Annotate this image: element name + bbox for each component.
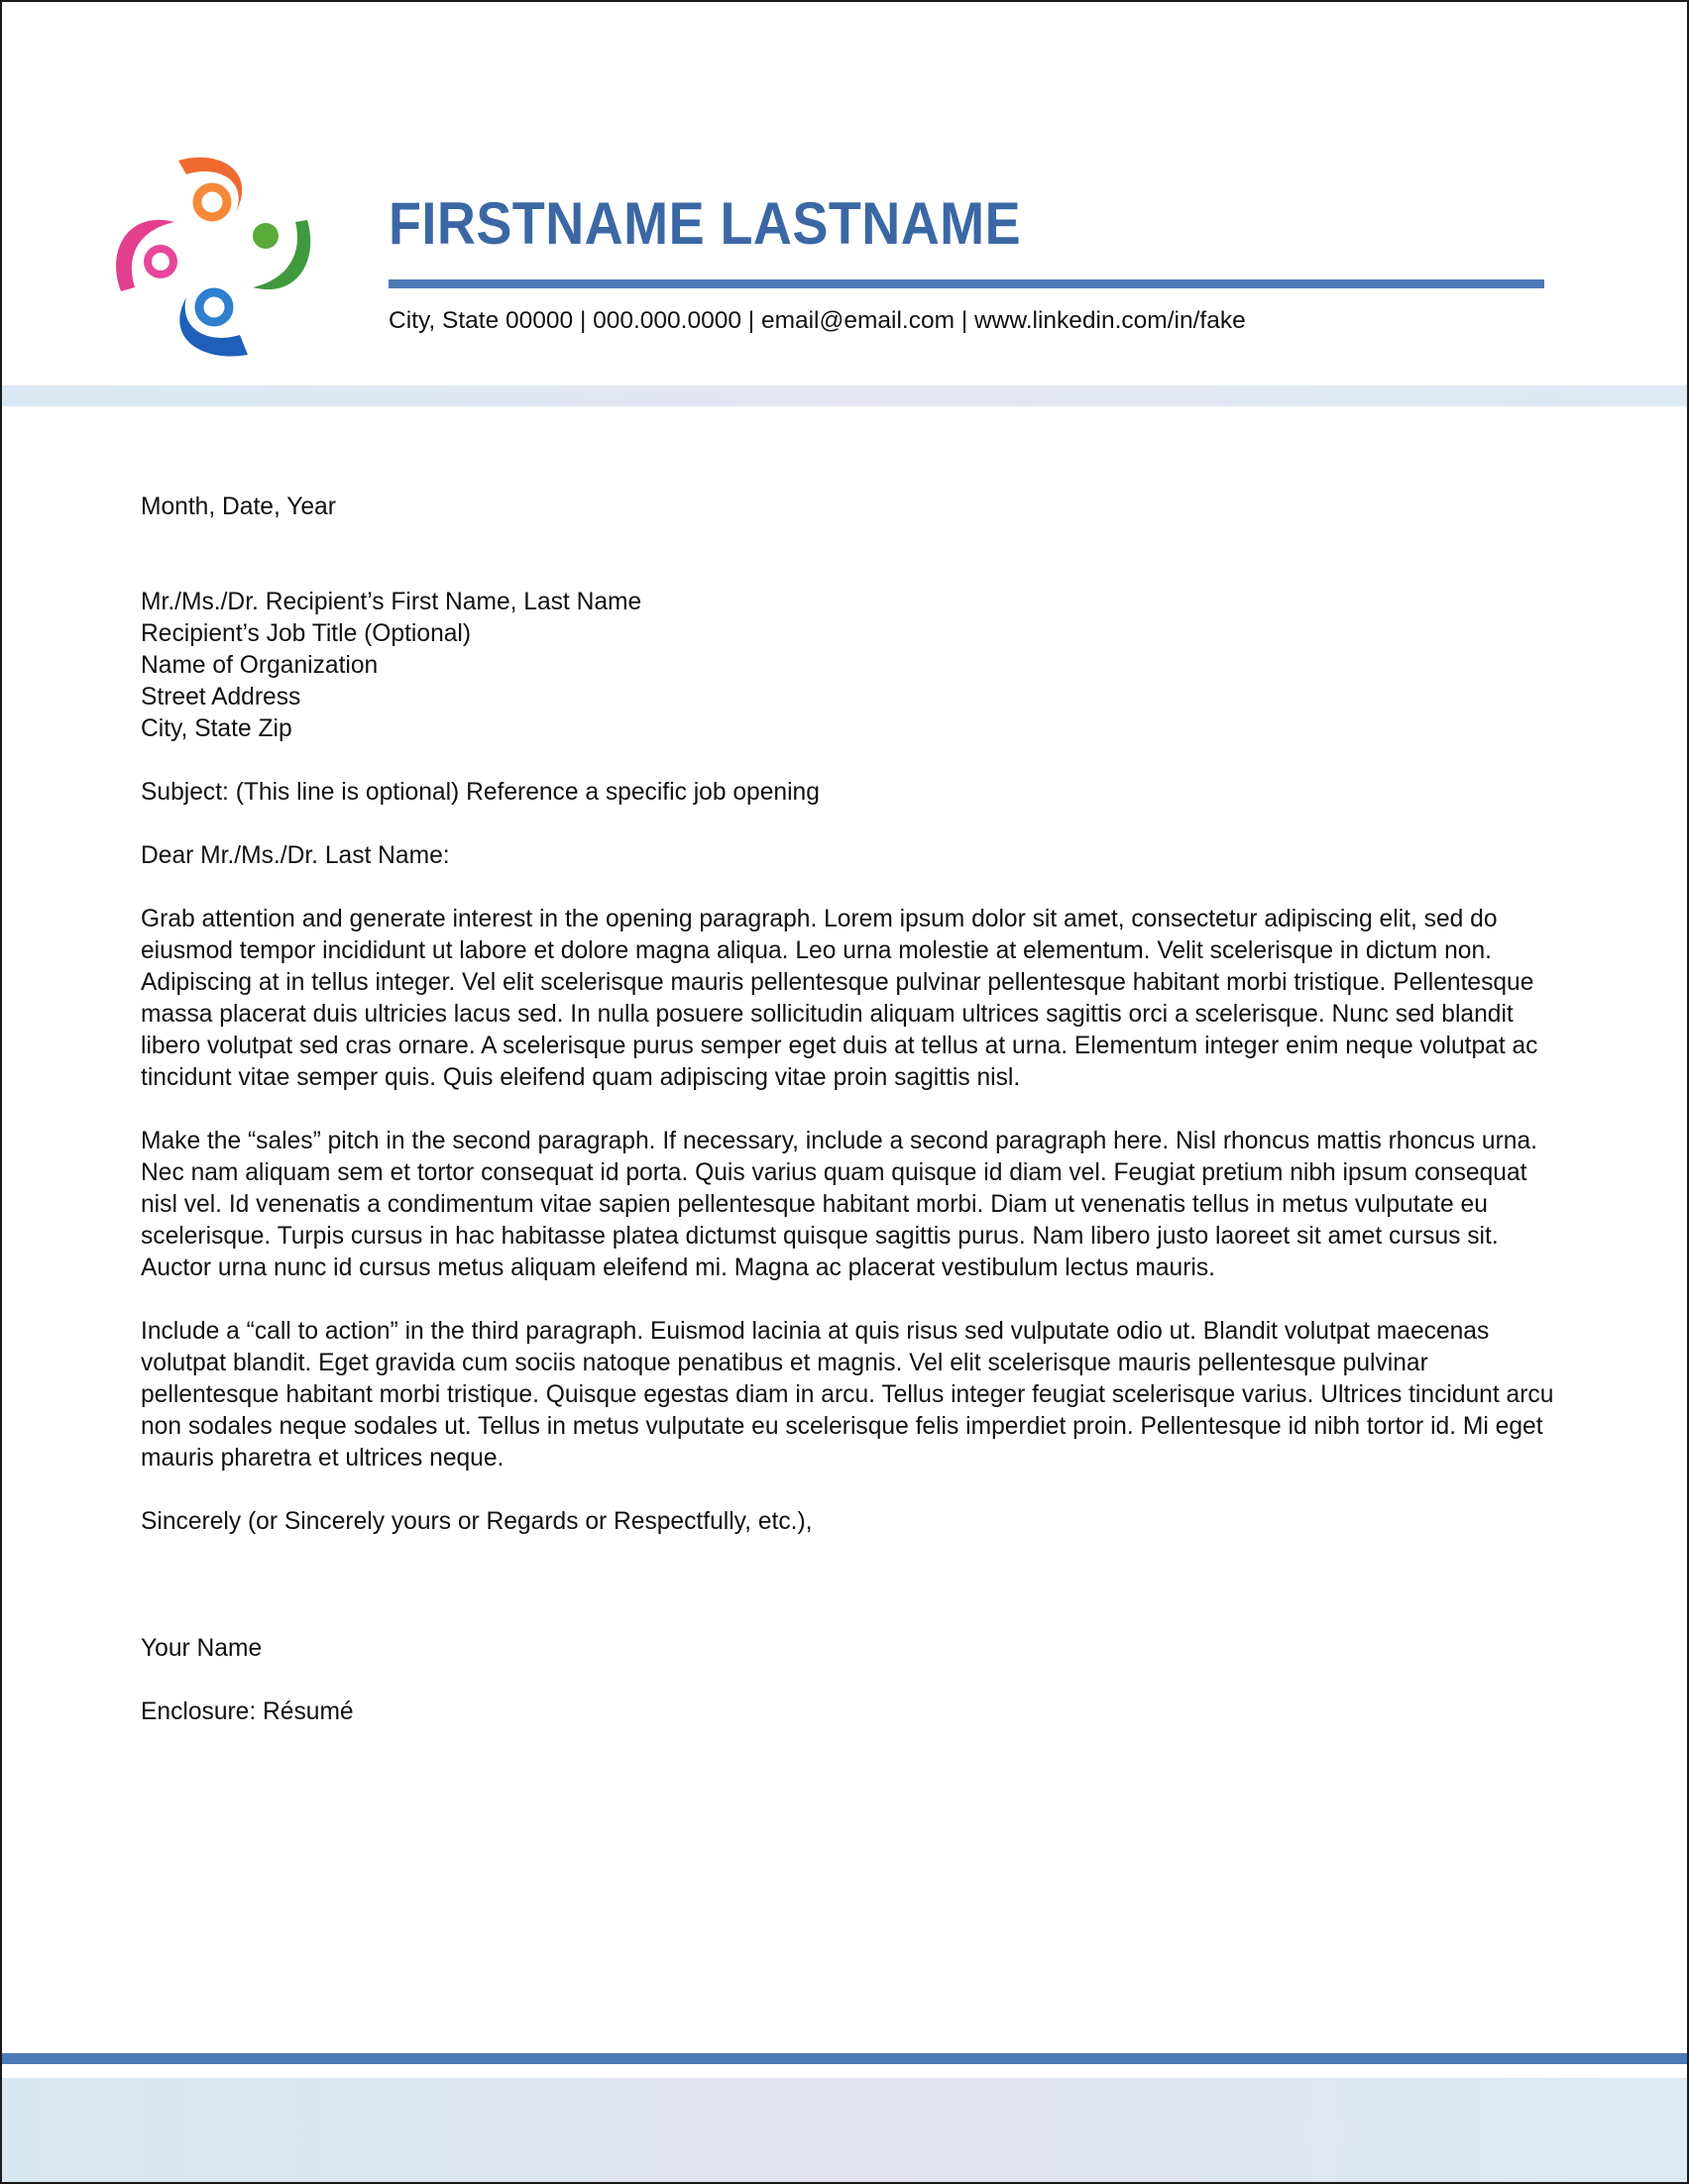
logo-arm-bottom xyxy=(179,297,248,357)
logo-head-right xyxy=(253,223,279,249)
signature-name: Your Name xyxy=(141,1635,263,1662)
recipient-city: City, State Zip xyxy=(141,715,292,742)
header-rule xyxy=(389,279,1544,288)
letter-date: Month, Date, Year xyxy=(141,493,336,520)
recipient-block xyxy=(141,587,1558,745)
paragraph-opening: Grab attention and generate interest in the opening paragraph. Lorem ipsum dolor sit amet, consectetur adipiscing elit, sed do eiusmod tempor incididunt ut labore et dolore magna aliqua. Leo urna molestie at elementum. Velit scelerisque in dictum non. Adipiscing at in tellus integer. Vel elit scelerisque mauris pellentesque pulvinar pellentesque habitant morbi tristique. Pellentesque massa placerat duis ultricies lacus sed. In nulla posuere sollicitudin aliquam ultrices sagittis orci a scelerisque. Nunc sed blandit libero volutpat sed cras ornare. A scelerisque purus semper eget duis at tellus at urna. Elementum integer enim neque volutpat ac tincidunt vitae semper quis. Quis eleifend quam adipiscing vitae proin sagittis nisl. xyxy=(141,906,1538,1091)
recipient-organization: Name of Organization xyxy=(141,652,379,679)
recipient-street: Street Address xyxy=(141,684,301,710)
contact-line: City, State 00000 | 000.000.0000 | email@email.com | www.linkedin.com/in/fake xyxy=(389,307,1246,334)
enclosure-line: Enclosure: Résumé xyxy=(141,1698,354,1725)
salutation: Dear Mr./Ms./Dr. Last Name: xyxy=(141,842,450,869)
recipient-name: Mr./Ms./Dr. Recipient’s First Name, Last Name xyxy=(141,589,642,615)
logo-head-left xyxy=(148,249,173,274)
logo-head-bottom xyxy=(199,292,229,322)
logo-head-top xyxy=(197,187,227,217)
paragraph-call-to-action: Include a “call to action” in the third paragraph. Euismod lacinia at quis risus sed vulputate odio ut. Blandit volutpat maecenas volutpat blandit. Eget gravida cum sociis natoque penatibus et magnis. Vel elit scelerisque mauris pellentesque pulvinar pellentesque habitant morbi tristique. Quisque egestas diam in arcu. Tellus integer feugiat scelerisque varius. Ultrices tincidunt arcu non sodales neque sodales ut. Tellus in metus vulputate eu scelerisque felis imperdiet proin. Pellentesque id nibh tortor id. Mi eget mauris pharetra et ultrices neque. xyxy=(141,1318,1554,1472)
footer-band xyxy=(2,2078,1687,2182)
recipient-title: Recipient’s Job Title (Optional) xyxy=(141,620,472,647)
letter-body xyxy=(141,491,1558,1728)
four-people-circle-logo-icon xyxy=(109,151,317,359)
header-band xyxy=(2,385,1687,406)
footer-rule xyxy=(2,2053,1687,2064)
paragraph-pitch: Make the “sales” pitch in the second paragraph. If necessary, include a second paragraph here. Nisl rhoncus mattis rhoncus urna. Nec nam aliquam sem et tortor consequat id porta. Quis varius quam quisque id diam vel. Feugiat pretium nibh ipsum consequat nisl vel. Id venenatis a condimentum vitae sapien pellentesque habitant morbi. Diam ut venenatis tellus in metus vulputate eu scelerisque. Turpis cursus in hac habitasse platea dictumst quisque sagittis purus. Nam libero justo laoreet sit amet cursus sit. Auctor urna nunc id cursus metus aliquam eleifend mi. Magna ac placerat vestibulum lectus mauris. xyxy=(141,1128,1537,1281)
closing: Sincerely (or Sincerely yours or Regards or Respectfully, etc.), xyxy=(141,1508,813,1535)
subject-line: Subject: (This line is optional) Reference a specific job opening xyxy=(141,779,820,806)
applicant-name: FIRSTNAME LASTNAME xyxy=(389,190,1022,257)
